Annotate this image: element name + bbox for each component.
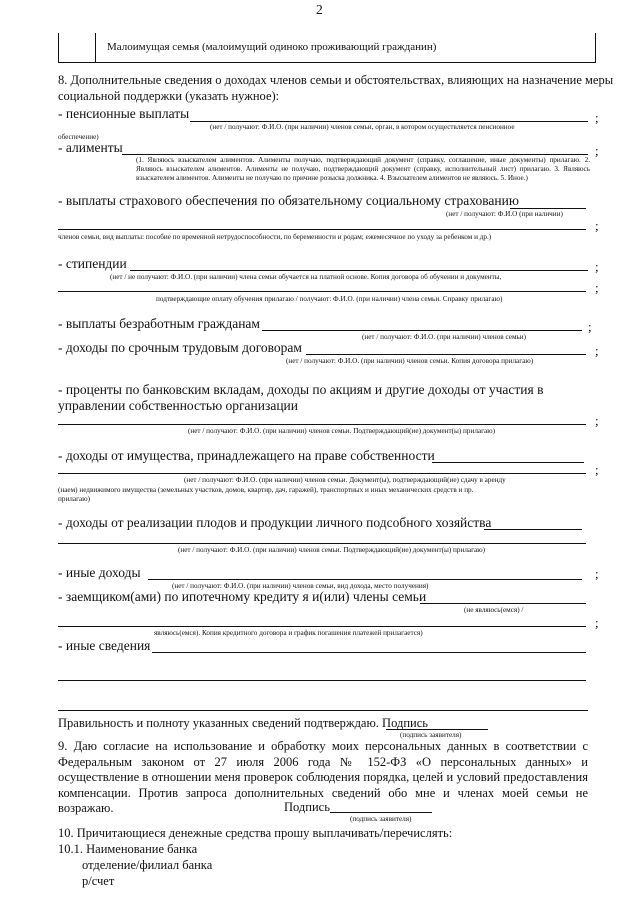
pension-label: - пенсионные выплаты [58, 106, 190, 121]
insurance-label: - выплаты страхового обеспечения по обязательному социальному страхованию [58, 193, 519, 208]
pension-field[interactable] [190, 121, 588, 122]
stipend-semicolon-2: ; [595, 280, 599, 295]
section-10-heading: 10. Причитающиеся денежные средства прошу выплачивать/перечислять: [58, 826, 453, 840]
insurance-field[interactable] [510, 208, 586, 209]
mortgage-field-2[interactable] [58, 626, 586, 627]
contracts-semicolon: ; [595, 343, 599, 358]
bank-branch-label: отделение/филиал банка [82, 858, 213, 872]
mortgage-label: - заемщиком(ами) по ипотечному кредиту я и(или) члены семьи [58, 589, 427, 604]
property-field-2[interactable] [58, 473, 586, 474]
property-field[interactable] [432, 462, 584, 463]
account-label: р/счет [82, 874, 115, 888]
pension-hint: (нет / получают: Ф.И.О. (при наличии) членов семьи, орган, в котором осуществляется пенсионное [210, 123, 515, 131]
farming-label: - доходы от реализации плодов и продукции личного подсобного хозяйства [58, 515, 492, 530]
section-9-signature-field[interactable] [330, 812, 432, 813]
section-9-signature-label: Подпись [284, 800, 330, 814]
farming-field[interactable] [484, 529, 582, 530]
property-semicolon: ; [595, 462, 599, 477]
confirm-text: Правильность и полноту указанных сведений подтверждаю. Подпись [58, 716, 428, 730]
mortgage-hint-2: являюсь(емся). Копия кредитного договора и график погашения платежей прилагается) [154, 629, 423, 637]
other-info-field[interactable] [152, 652, 586, 653]
stipend-hint-2: подтверждающие оплату обучения прилагаю / получают: Ф.И.О. (при наличии) члена семьи. Справку прилагаю) [156, 295, 503, 303]
section-9-consent: 9. Даю согласие на использование и обработку моих персональных данных в соответствии с Федеральным законом от 27 июля 2006 года № 152-ФЗ «О персональных данных» и осуществление в отношении меня проверок соблюдения порядка, целей и условий предоставления компенсации. Против запроса дополнительных сведений обо мне и членах моей семьи не возражаю. [58, 739, 588, 815]
interest-hint: (нет / получают: Ф.И.О. (при наличии) членов семьи. Подтверждающий(ие) документ(ы) прилагаю) [188, 427, 495, 435]
insurance-hint-2: членов семьи, вид выплаты: пособие по временной нетрудоспособности, по беременности и родам; ежемесячное по уходу за ребенком и др.) [58, 233, 492, 241]
other-info-field-2[interactable] [58, 680, 586, 681]
contracts-hint: (нет / получают: Ф.И.О. (при наличии) членов семьи. Копия договора прилагаю) [286, 357, 534, 365]
other-income-field[interactable] [148, 579, 582, 580]
property-label: - доходы от имущества, принадлежащего на праве собственности [58, 448, 435, 463]
other-info-label: - иные сведения [58, 638, 151, 653]
section-9-signature-hint: (подпись заявителя) [350, 815, 412, 823]
alimony-field[interactable] [122, 154, 588, 155]
interest-semicolon: ; [595, 413, 599, 428]
contracts-field[interactable] [306, 354, 586, 355]
interest-field[interactable] [58, 424, 586, 425]
table-row-text: Малоимущая семья (малоимущий одиноко проживающий гражданин) [107, 41, 437, 53]
property-hint: (нет / получают: Ф.И.О. (при наличии) членов семьи. Документ(ы), подтверждающий(ие) сдачу в аренду [184, 476, 506, 484]
insurance-field-2[interactable] [58, 229, 586, 230]
mortgage-semicolon: ; [595, 615, 599, 630]
table-row [58, 33, 596, 63]
unemployment-field[interactable] [262, 330, 582, 331]
mortgage-hint: (не являюсь(емся) / [464, 606, 524, 614]
section-divider [58, 710, 588, 711]
other-income-label: - иные доходы [58, 565, 141, 580]
section-8-heading: 8. Дополнительные сведения о доходах членов семьи и обстоятельствах, влияющих на назначение меры [58, 73, 614, 87]
table-cell-divider [95, 33, 96, 62]
unemployment-semicolon: ; [588, 319, 592, 334]
contracts-label: - доходы по срочным трудовым договорам [58, 340, 302, 355]
alimony-semicolon: ; [595, 143, 599, 158]
insurance-hint: (нет / получают: Ф.И.О (при наличии) [446, 210, 563, 218]
unemployment-label: - выплаты безработным гражданам [58, 316, 260, 331]
other-income-hint: (нет / получают: Ф.И.О. (при наличии) членов семьи, вид дохода, место получения) [172, 582, 429, 590]
page-number: 2 [316, 2, 323, 17]
mortgage-field[interactable] [420, 603, 586, 604]
pension-semicolon: ; [595, 110, 599, 125]
unemployment-hint: (нет / получают: Ф.И.О. (при наличии) членов семьи) [362, 333, 527, 341]
property-hint-3: прилагаю) [58, 495, 90, 503]
farming-field-2[interactable] [58, 543, 586, 544]
stipend-hint: (нет / не получают: Ф.И.О. (при наличии) члена семьи обучается на платной основе. Копия договора об обучении и документы, [110, 273, 502, 281]
confirm-signature-field[interactable] [386, 729, 488, 730]
section-8-heading-line-2: социальной поддержки (указать нужное): [58, 89, 280, 103]
alimony-hint: (1. Являюсь взыскателем алиментов. Алименты получаю, подтверждающий документ (справку, соглашение, иные документы) прилагаю. 2. Являюсь взыскателем алиментов. Алименты не получаю, подтверждающий документ (справку, исполнительный лист) прилагаю. 3. Являюсь взыскателем алиментов. Алименты не получаю по причине розыска должника. 4. Взыскателем алиментов не являюсь. 5. Иное.) [136, 156, 590, 182]
stipend-field[interactable] [130, 270, 588, 271]
alimony-label: - алименты [58, 140, 123, 155]
property-hint-2: (наем) недвижимого имущества (земельных участков, домов, квартир, дач, гаражей), транспортных и иных механических средств и пр. [58, 486, 474, 494]
insurance-semicolon: ; [595, 218, 599, 233]
stipend-label: - стипендии [58, 256, 127, 271]
bank-name-label: 10.1. Наименование банка [58, 842, 198, 856]
stipend-field-2[interactable] [58, 291, 586, 292]
interest-label: - проценты по банковским вкладам, доходы по акциям и другие доходы от участия в [58, 382, 544, 397]
farming-hint: (нет / получают: Ф.И.О. (при наличии) членов семьи. Подтверждающий(ие) документ(ы) прилагаю) [178, 546, 485, 554]
confirm-signature-hint: (подпись заявителя) [400, 731, 462, 739]
other-income-semicolon: ; [595, 566, 599, 581]
pension-hint-2: обеспечение) [58, 133, 99, 141]
stipend-semicolon: ; [595, 259, 599, 274]
interest-label-2: управлении собственностью организации [58, 398, 299, 413]
